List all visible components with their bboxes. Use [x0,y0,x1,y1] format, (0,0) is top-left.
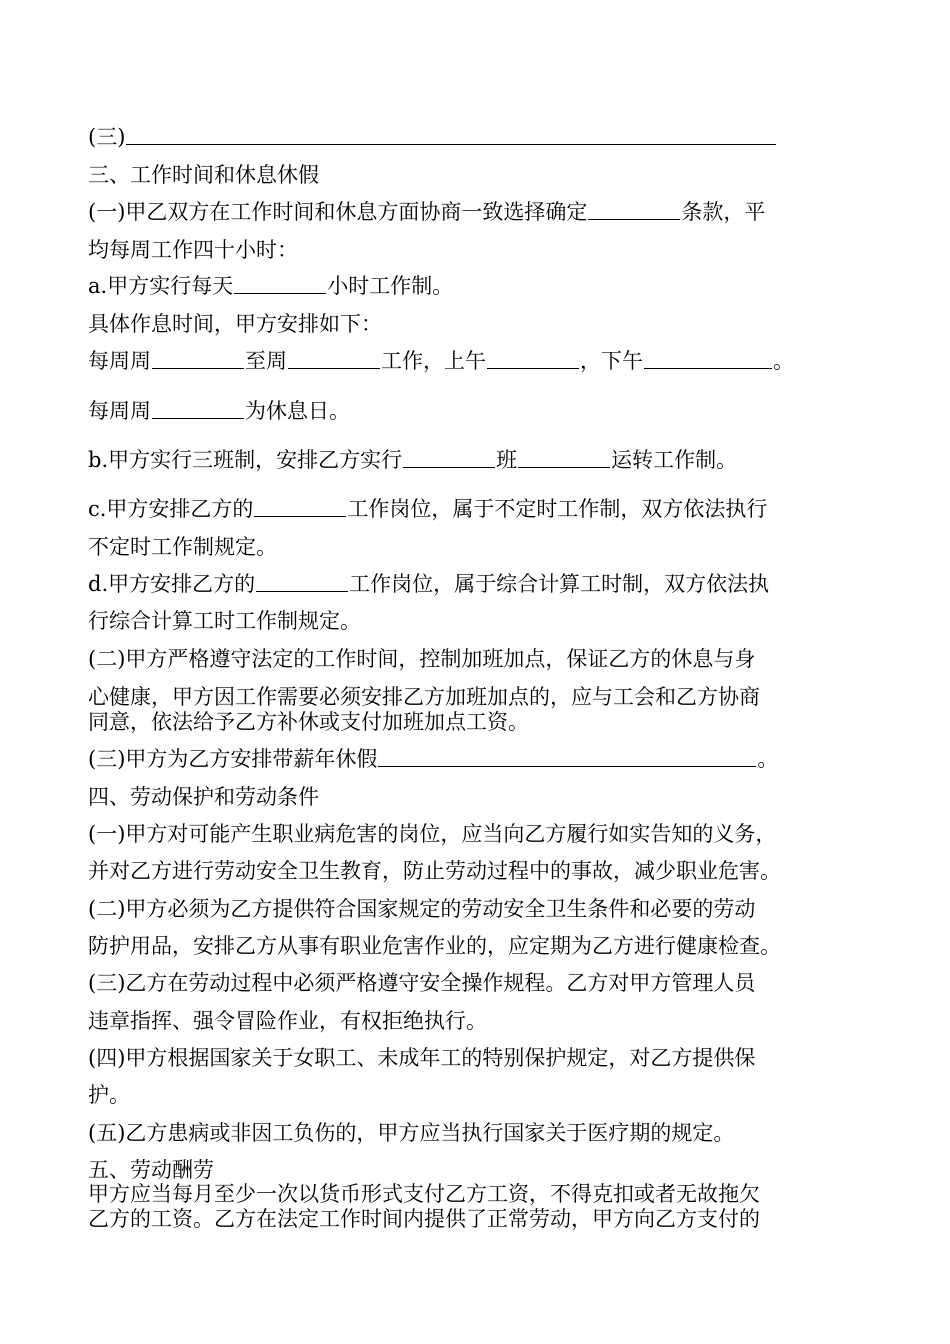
text-line [88,821,776,847]
text-line [88,1181,760,1207]
text-line [88,398,350,424]
text-segment: 甲方应当每月至少一次以货币形式支付乙方工资，不得克扣或者无故拖欠 [88,1182,760,1206]
text-segment: 小时工作制。 [327,274,454,298]
text-segment: 。 [773,349,794,373]
text-segment: 违章指挥、强令冒险作业，有权拒绝执行。 [88,1009,487,1033]
text-segment: 护。 [88,1083,130,1107]
text-segment: 防护用品，安排乙方从事有职业危害作业的，应定期为乙方进行健康检查。 [88,934,781,958]
section-heading [88,1157,214,1183]
text-segment: 每周周 [88,399,151,423]
text-segment: 工作岗位，属于不定时工作制，双方依法执行 [347,497,768,521]
text-line [88,496,767,522]
text-segment: (二)甲方严格遵守法定的工作时间，控制加班加点，保证乙方的休息与身 [88,647,756,671]
text-segment: 三、工作时间和休息休假 [88,163,319,187]
text-segment: 每周周 [88,349,151,373]
text-segment: 运转工作制。 [611,448,738,472]
fill-in-blank [152,350,244,369]
text-line [88,199,765,225]
text-line [88,933,781,959]
fill-in-blank [126,126,776,145]
text-segment: 工作，上午 [381,349,486,373]
fill-in-blank [256,573,348,592]
text-line [88,348,794,374]
text-line [88,1206,760,1232]
text-segment: (三)甲方为乙方安排带薪年休假 [88,747,378,771]
text-line [88,684,760,710]
fill-in-blank [403,449,495,468]
text-segment: (三) [88,125,126,149]
text-segment: (二)甲方必须为乙方提供符合国家规定的劳动安全卫生条件和必要的劳动 [88,897,756,921]
text-segment: b.甲方实行三班制，安排乙方实行 [88,448,403,472]
fill-in-blank [487,350,579,369]
fill-in-blank [518,449,610,468]
fill-in-blank [644,350,772,369]
text-segment: 。 [757,747,779,771]
text-line [88,1045,755,1071]
text-segment: (一)甲乙双方在工作时间和休息方面协商一致选择确定 [88,200,588,224]
text-segment: ，下午 [580,349,643,373]
text-segment: 并对乙方进行劳动安全卫生教育，防止劳动过程中的事故，减少职业危害。 [88,859,781,883]
text-segment: 为休息日。 [245,399,350,423]
text-line [88,1008,487,1034]
text-segment: 条款，平 [681,200,766,224]
text-segment: (四)甲方根据国家关于女职工、未成年工的特别保护规定，对乙方提供保 [88,1046,756,1070]
text-line [88,970,755,996]
text-segment: 班 [496,448,518,472]
text-line [88,1120,734,1146]
text-line [88,534,277,560]
fill-in-blank [254,498,346,517]
text-segment: 具体作息时间，甲方安排如下： [88,312,382,336]
text-line [88,124,777,150]
text-segment: 五、劳动酬劳 [88,1158,214,1182]
section-heading [88,162,319,188]
text-line [88,896,755,922]
text-segment: 至周 [245,349,287,373]
text-line [88,646,755,672]
text-segment: a.甲方实行每天 [88,274,234,298]
text-line [88,858,781,884]
text-line [88,273,453,299]
text-segment: 不定时工作制规定。 [88,535,277,559]
text-segment: (三)乙方在劳动过程中必须严格遵守安全操作规程。乙方对甲方管理人员 [88,971,756,995]
text-line [88,709,529,735]
fill-in-blank [378,748,756,767]
text-line [88,311,382,337]
text-segment: d.甲方安排乙方的 [88,572,256,596]
text-line [88,447,737,473]
text-segment: (一)甲方对可能产生职业病危害的岗位，应当向乙方履行如实告知的义务， [88,822,777,846]
fill-in-blank [234,275,326,294]
text-line [88,237,298,263]
fill-in-blank [588,201,680,220]
text-segment: 心健康，甲方因工作需要必须安排乙方加班加点的，应与工会和乙方协商 [88,685,760,709]
text-line [88,608,361,634]
fill-in-blank [288,350,380,369]
text-line [88,1082,130,1108]
text-segment: 乙方的工资。乙方在法定工作时间内提供了正常劳动，甲方向乙方支付的 [88,1207,760,1231]
fill-in-blank [152,400,244,419]
text-segment: 四、劳动保护和劳动条件 [88,785,319,809]
text-segment: 工作岗位，属于综合计算工时制，双方依法执 [349,572,770,596]
text-segment: 行综合计算工时工作制规定。 [88,609,361,633]
text-segment: 均每周工作四十小时： [88,238,298,262]
text-line [88,746,778,772]
text-segment: 同意，依法给予乙方补休或支付加班加点工资。 [88,710,529,734]
text-line [88,571,769,597]
text-segment: (五)乙方患病或非因工负伤的，甲方应当执行国家关于医疗期的规定。 [88,1121,735,1145]
section-heading [88,784,319,810]
text-segment: c.甲方安排乙方的 [88,497,254,521]
